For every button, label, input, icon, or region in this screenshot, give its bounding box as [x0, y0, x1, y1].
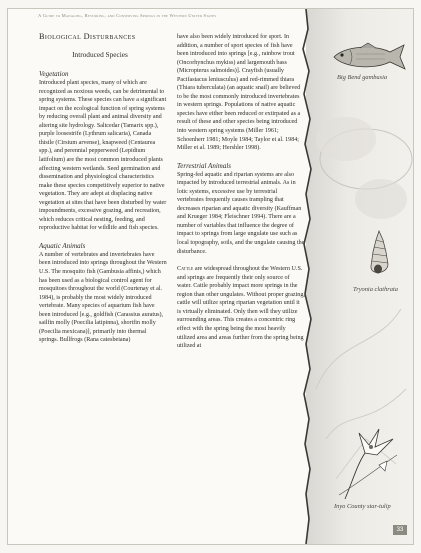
- snail-caption: Tryonia clathrata: [353, 286, 398, 293]
- subtitle: Introduced Species: [72, 49, 128, 59]
- terrestrial-paragraph-2-text: are widespread throughout the Western U.S. and springs are frequently their only source of water. Cattle probably impact more springs in the region than other ungulates. Without proper grazing, cattle will utilize spring riparian vegetation until it is virtually eliminated. Only then will they utilize surrounding areas. This creates a concentric ring effect with the spring being the most heavily utilized area and areas further from the spring being utilized at: [177, 266, 305, 350]
- star-tulip-illustration: [335, 425, 405, 500]
- aquatic-paragraph-1: A number of vertebrates and invertebrates have been introduced into springs throughout the Western U.S. The mosquito fish (Gambusia affinis,) which has been used as a biological control agent for mosquitoes throughout the world (Courtenay et al. 1984), is probably the most widely introduced vertebrate. Many species of aquarium fish have been introduced [e.g., goldfish (Carassius auratus), sailfin molly (Poecilia latipinna), shortfin molly (Poecilia mexicana)], primarily into thermal springs. Bullfrogs (Rana catesbeiana): [39, 251, 167, 344]
- fish-caption: Big Bend gambusia: [337, 74, 388, 81]
- aquatic-heading: Aquatic Animals: [39, 241, 86, 250]
- left-column: [39, 33, 167, 345]
- terrestrial-paragraph-2: [177, 265, 305, 350]
- fish-illustration: [330, 42, 408, 72]
- page-number: 33: [393, 525, 407, 535]
- terrestrial-paragraph-1: Spring-fed aquatic and riparian systems are also impacted by introduced terrestrial animals. As in lotic systems, excessive use by terrestrial vertebrates frequently causes trampling that decreases riparian and aquatic diversity (Kauffman and Krueger 1984; Fleischner 1994). There are a number of variables that influence the degree of impact to springs from large ungulate use such as local topography, soils, and the ungulate causing the disturbance.: [177, 171, 305, 255]
- terrestrial-heading: Terrestrial Animals: [177, 161, 232, 170]
- star-tulip-caption: Inyo County star-tulip: [334, 503, 391, 510]
- right-column: [177, 33, 305, 351]
- aquatic-paragraph-2: have also been widely introduced for sport. In addition, a number of sport species of fish have been introduced into springs [e.g., rainbow trout (Oncorhynchus mykiss) and largemouth bass (Micropterus salmoides)]. Crayfish (usually Pacifastacus leniusculus) and red-rimmed thiara (Thiara tuberculata) (an aquatic snail) are believed to be the most commonly introduced invertebrates in western springs. Populations of native aquatic species have either been reduced or extirpated as a result of these and other species being introduced into western spring systems (Miller 1961; Schoenherr 1981; Moyle 1984; Taylor et al. 1984; Miller et al. 1989; Hershler 1998).: [177, 34, 301, 152]
- vegetation-paragraph: Introduced plant species, many of which are recognized as noxious weeds, can be detrimental to spring systems. These species can have a significant impact on the ecological function of spring systems by reducing overall plant and animal diversity and altering site hydrology. Saltcedar (Tamarix spp.), purple loosestrife (Lythrum salicaria), Canada thistle (Cirsium arvense), knapweed (Centaurea spp.), and perennial pepperweed (Lepidium latifolium) are the most common introduced plants affecting western wetlands. Seed germination and dissemination and physiological characteristics make these species competitively superior to native vegetation. They are adept at displacing native vegetation at sites that have been disturbed by water impoundments, excessive grazing, and recreation, which reduces critical nesting, feeding, and reproductive habitat for wildlife and fish species.: [39, 80, 167, 232]
- snail-illustration: [368, 230, 390, 278]
- cattle-lead-word: Cattle: [177, 266, 194, 273]
- vegetation-heading: Vegetation: [39, 70, 69, 79]
- section-title: Biological Disturbances: [39, 32, 136, 41]
- running-header: A Guide to Managing, Restoring, and Conserving Springs in the Western United States: [38, 13, 217, 18]
